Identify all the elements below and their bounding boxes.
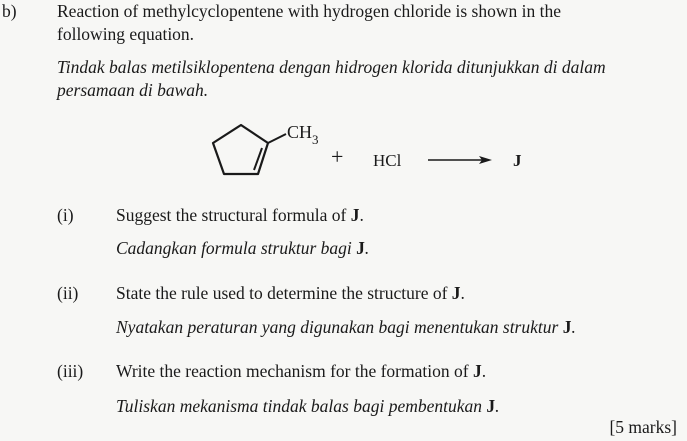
part-iii-numeral: (iii) (57, 361, 84, 381)
part-i-numeral: (i) (57, 205, 74, 225)
intro-malay-line-1: Tindak balas metilsiklopentena dengan hidrogen klorida ditunjukkan di dalam (57, 57, 606, 77)
reaction-equation (200, 112, 540, 192)
part-i-english: Suggest the structural formula of J. (116, 205, 364, 225)
part-i-malay: Cadangkan formula struktur bagi J. (116, 238, 370, 258)
intro-malay-line-2: persamaan di bawah. (57, 80, 209, 100)
product-j: J (513, 151, 522, 170)
marks-allocation: [5 marks] (609, 417, 677, 437)
part-iii-malay: Tuliskan mekanisma tindak balas bagi pembentukan J. (116, 396, 500, 416)
part-ii-malay: Nyatakan peraturan yang digunakan bagi menentukan struktur J. (116, 317, 576, 337)
question-label: b) (2, 1, 17, 21)
plus-sign: + (331, 144, 344, 169)
cyclopentene-ring (213, 125, 268, 174)
methyl-group-label: $CH_3$ (287, 122, 319, 147)
intro-english-line-1: Reaction of methylcyclopentene with hydrogen chloride is shown in the (57, 1, 561, 21)
part-ii-numeral: (ii) (57, 283, 79, 303)
reagent-hcl: HCl (373, 151, 402, 170)
methyl-bond (268, 134, 286, 143)
part-iii-english: Write the reaction mechanism for the formation of J. (116, 361, 487, 381)
intro-english-line-2: following equation. (57, 24, 195, 44)
part-ii-english: State the rule used to determine the structure of J. (116, 283, 465, 303)
